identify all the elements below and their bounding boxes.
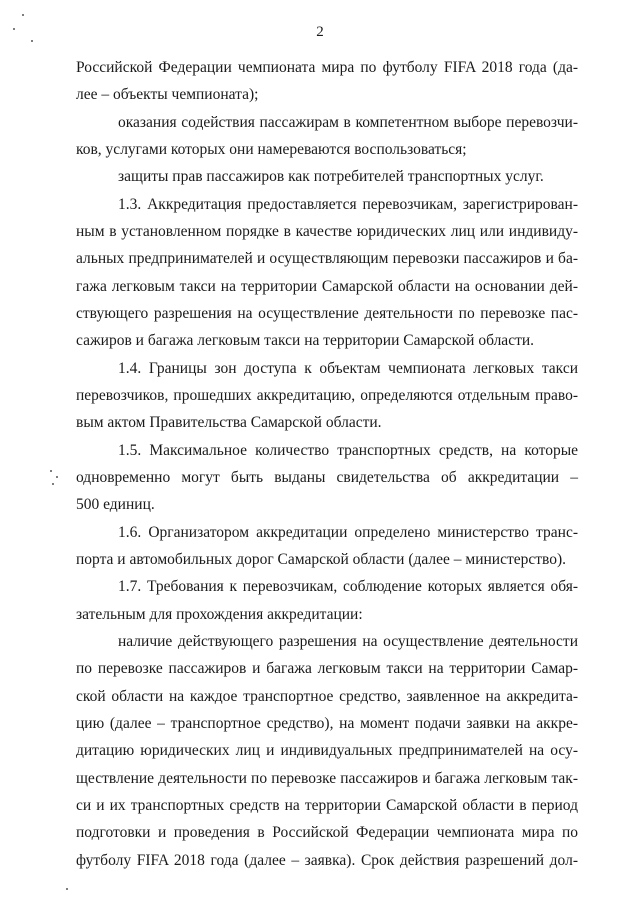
text-line: оказания содействия пассажирам в компетентном выборе перевозчи-	[118, 114, 578, 131]
text-line: футболу FIFA 2018 года (далее – заявка). Срок действия разрешений дол-	[76, 852, 578, 869]
text-line: зательным для прохождения аккредитации:	[76, 606, 363, 623]
text-line: перевозчиков, прошедших аккредитацию, определяются отдельным право-	[76, 387, 578, 404]
text-line: Российской Федерации чемпионата мира по футболу FIFA 2018 года (да-	[76, 59, 578, 76]
text-line: ным в установленном порядке в качестве юридических лиц или индивиду-	[76, 223, 578, 240]
text-line: альных предпринимателей и осуществляющим перевозки пассажиров и ба-	[76, 250, 578, 267]
text-line: одновременно могут быть выданы свидетельства об аккредитации –	[76, 469, 578, 486]
page-number: 2	[316, 24, 324, 40]
text-line: наличие действующего разрешения на осуществление деятельности	[118, 633, 578, 650]
scan-speck	[50, 470, 52, 472]
text-line: по перевозке пассажиров и багажа легковым такси на территории Самар-	[76, 660, 578, 677]
text-line: ков, услугами которых они намереваются воспользоваться;	[76, 141, 467, 158]
text-line: 1.3. Аккредитация предоставляется перевозчикам, зарегистрирован-	[118, 196, 578, 213]
scan-speck	[56, 476, 58, 478]
scan-speck	[31, 40, 33, 42]
text-line: ствующего разрешения на осуществление деятельности по перевозке пас-	[76, 305, 578, 322]
scan-speck	[66, 888, 68, 890]
text-line: порта и автомобильных дорог Самарской области (далее – министерство).	[76, 551, 567, 568]
text-line: ществление деятельности по перевозке пассажиров и багажа легковым так-	[76, 770, 578, 787]
text-line: 1.5. Максимальное количество транспортных средств, на которые	[118, 442, 578, 459]
text-line: сажиров и багажа легковым такси на территории Самарской области.	[76, 332, 535, 349]
text-line: гажа легковым такси на территории Самарской области на основании дей-	[76, 278, 578, 295]
text-line: дитацию юридических лиц и индивидуальных предпринимателей на осу-	[76, 742, 578, 759]
scan-speck	[52, 483, 54, 485]
text-line: си и их транспортных средств на территории Самарской области в период	[76, 797, 578, 814]
scan-speck	[13, 28, 15, 30]
text-line: ской области на каждое транспортное средство, заявленное на аккредита-	[76, 688, 578, 705]
text-line: защиты прав пассажиров как потребителей транспортных услуг.	[118, 168, 544, 185]
text-line: 1.4. Границы зон доступа к объектам чемпионата легковых такси	[118, 360, 578, 377]
text-line: 1.7. Требования к перевозчикам, соблюдение которых является обя-	[118, 578, 578, 595]
text-line: цию (далее – транспортное средство), на момент подачи заявки на аккре-	[76, 715, 578, 732]
text-line: подготовки и проведения в Российской Федерации чемпионата мира по	[76, 824, 578, 841]
text-line: 1.6. Организатором аккредитации определено министерство транс-	[118, 524, 578, 541]
text-line: лее – объекты чемпионата);	[76, 86, 259, 103]
text-line: 500 единиц.	[76, 496, 155, 513]
text-line: вым актом Правительства Самарской области.	[76, 414, 382, 431]
scan-speck	[22, 14, 24, 16]
